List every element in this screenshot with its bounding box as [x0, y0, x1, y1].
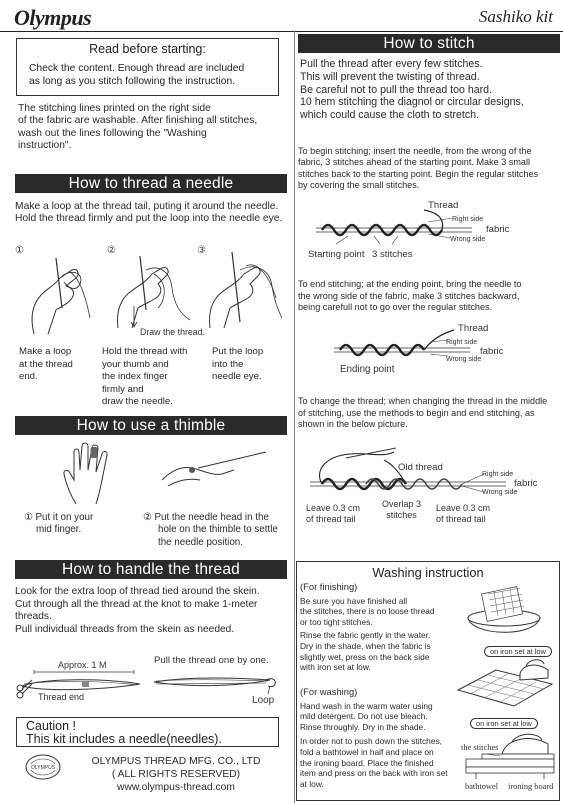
read-before-box: [16, 38, 279, 96]
washing-line: Hand wash in the warm water using: [300, 700, 433, 711]
step1-line: at the thread: [19, 358, 73, 370]
hand-eye-illustration: [200, 248, 285, 330]
fig1-fabric: fabric: [486, 224, 510, 235]
step3-line: Put the loop: [212, 346, 264, 357]
read-before-title: Read before starting:: [89, 42, 206, 56]
begin-stitching: [298, 146, 561, 191]
thimble-step1-line: mid finger.: [36, 524, 82, 536]
step-marker-1: ①: [15, 245, 24, 256]
ironing-cloth-illustration: [456, 656, 556, 708]
washing-line: fold a bathtowel in half and place on: [300, 746, 434, 757]
washing-line: In order not to push down the stitches,: [300, 736, 442, 747]
thimble-heading: How to use a thimble: [15, 416, 287, 435]
bathtowel-label: bathtowel: [465, 782, 499, 791]
washing-line: item and press on the back with iron set: [300, 768, 448, 779]
step-marker-2: ②: [107, 245, 116, 256]
overlap-line: stitches: [386, 509, 417, 520]
column-divider: [294, 31, 295, 803]
company-name: OLYMPUS THREAD MFG. CO., LTD: [91, 756, 261, 767]
fig3-old-thread: Old thread: [398, 462, 443, 473]
washing-line: the ironing board. Place the finished: [300, 757, 434, 768]
stitch-intro-line: Be careful not to pull the thread too hard.: [300, 83, 492, 96]
read-before-line-2: as long as you stitch following the instruction.: [29, 76, 236, 87]
fig2-fabric: fabric: [480, 346, 504, 357]
thread-intro-2: Hold the thread firmly and put the loop into the needle eye.: [15, 213, 283, 225]
wash-basin-illustration: [462, 584, 546, 642]
washable-line-1: The stitching lines printed on the right side: [18, 103, 211, 114]
washing-washing: [300, 687, 460, 789]
washable-line-4: instruction".: [18, 140, 72, 152]
step1-line: Make a loop: [19, 346, 72, 357]
hand-thimble-illustration: [62, 440, 122, 506]
end-stitching: [298, 279, 561, 314]
handle-p2b: threads.: [15, 611, 52, 623]
finishing-line: Dry in the shade, when the fabric is: [300, 640, 431, 651]
end-line: To end stitching; at the ending point, bring the needle to: [298, 279, 522, 289]
stitch-intro-line: which could cause the cloth to stretch.: [300, 109, 480, 122]
iron-low-label-2: on iron set at low: [470, 718, 538, 729]
end-line: the wrong side of the fabric, make 3 stitches backward,: [298, 290, 520, 301]
company-rights: ( ALL RIGHTS RESERVED): [111, 768, 241, 780]
washable-line-2: of the fabric are washable. After finishing all stitches,: [18, 115, 258, 127]
step2-line: draw the needle.: [102, 396, 173, 408]
fig2-thread-label: Thread: [458, 323, 489, 334]
olympus-seal-logo: [24, 753, 62, 781]
loop-label: Loop: [252, 695, 275, 706]
fig2-right-side: Right side: [446, 339, 478, 346]
leave-left-line: of thread tail: [306, 513, 356, 524]
thread-step-2: [102, 346, 187, 409]
change-line: of stitching, use the methods to begin and end stitching, as: [298, 407, 535, 418]
fig1-stitches: 3 stitches: [372, 249, 413, 260]
thimble-step2-line: the needle position.: [158, 536, 243, 548]
how-to-stitch-heading: How to stitch: [298, 34, 560, 53]
read-before-line-1: Check the content. Enough thread are included: [29, 63, 245, 74]
finishing-line: slightly wet, press on the back side: [300, 651, 430, 662]
iron-low-label-1: on iron set at low: [484, 646, 552, 657]
finishing-line: Rinse the fabric gently in the water.: [300, 630, 431, 641]
washable-line-3: wash out the lines following the "Washing: [18, 127, 207, 139]
pull-caption: Pull the thread one by one.: [154, 655, 269, 666]
header-divider: [0, 31, 563, 32]
caution-text: This kit includes a needle(needles).: [26, 732, 222, 746]
step2-line: Hold the thread with: [102, 346, 188, 357]
step2-line: your thumb and: [102, 358, 169, 370]
washing-finishing: [300, 582, 460, 673]
step3-line: into the: [212, 358, 244, 370]
stitch-intro-line: 10 hem stitching the diagnol or circular designs,: [300, 96, 524, 109]
thimble-icon: [91, 447, 98, 458]
fig3-overlap: [382, 499, 421, 520]
washing-label: (For washing): [300, 686, 358, 697]
end-line: being carefull not to go over the regular stitches.: [298, 302, 493, 312]
finishing-line: with iron set at low.: [300, 662, 371, 673]
washing-line: at low.: [300, 778, 324, 789]
handle-p3: Pull individual threads from the skein as needed.: [15, 623, 235, 635]
handle-thread-heading: How to handle the thread: [15, 560, 287, 579]
thread-intro-1: Make a loop at the thread tail, puting it around the needle.: [15, 201, 279, 212]
leave-right-line: Leave 0.3 cm: [436, 503, 491, 513]
stitch-intro: [300, 58, 560, 122]
finishing-line: or too tight stitches.: [300, 616, 373, 627]
change-thread: [298, 396, 561, 431]
hand-draw-illustration: [110, 248, 195, 330]
fig1-wrong-side: Wrong side: [450, 236, 486, 243]
fig3-fabric: fabric: [514, 478, 538, 489]
finishing-line: Be sure you have finished all: [300, 595, 408, 606]
the-stitches-label: the stitches: [461, 743, 499, 752]
begin-line: To begin stitching; insert the needle, from the wrong of the: [298, 146, 532, 156]
fig2-wrong-side: Wrong side: [446, 356, 482, 363]
change-line: shown in the below picture.: [298, 419, 408, 429]
company-url: www.olympus-thread.com: [117, 781, 235, 793]
step1-line: end.: [19, 371, 38, 383]
seal-text: OLYMPUS: [30, 765, 56, 771]
thread-needle-intro: [15, 201, 293, 226]
thimble-step2-line: hole on the thimble to settle: [158, 524, 278, 536]
caution-title: Caution !: [26, 719, 77, 733]
thimble-step-1: [24, 512, 93, 537]
begin-line: fabric, 3 stitches ahead of the starting point. Make 3 small: [298, 157, 531, 168]
company-info: [76, 756, 276, 794]
fig3-leave-right: [436, 503, 490, 524]
ironing-board-label: ironing board: [508, 782, 554, 791]
needle-thimble-illustration: [158, 446, 268, 490]
handle-p2a: Cut through all the thread at the knot to make 1-meter: [15, 598, 258, 610]
thread-needle-heading: How to thread a needle: [15, 174, 287, 193]
brand-logo: Olympus: [14, 5, 92, 30]
fig3-leave-left: [306, 503, 360, 524]
fig2-ending-point: Ending point: [340, 364, 395, 375]
stitch-intro-line: Pull the thread after every few stitches.: [300, 58, 483, 70]
step-marker-3: ③: [197, 245, 206, 256]
approx-label: Approx. 1 M: [58, 660, 107, 670]
kit-name: Sashiko kit: [478, 7, 553, 26]
hand-loop-illustration: [20, 248, 100, 336]
overlap-line: Overlap 3: [382, 499, 422, 509]
leave-right-line: of thread tail: [436, 513, 486, 524]
leave-left-line: Leave 0.3 cm: [306, 503, 361, 513]
fig1-thread-label: Thread: [428, 200, 459, 211]
washable-note: [18, 103, 290, 153]
stitch-end-diagram: [330, 326, 480, 362]
stitch-intro-line: This will prevent the twisting of thread.: [300, 70, 480, 83]
fig3-right-side: Right side: [482, 471, 514, 478]
handle-p1: Look for the extra loop of thread tied around the skein.: [15, 586, 260, 597]
fig1-right-side: Right side: [452, 216, 484, 223]
begin-line: stitches back to the starting point. Begin the regular stitches: [298, 168, 539, 179]
thread-step-3: [212, 346, 263, 384]
caution-box: [16, 717, 279, 747]
thread-end-label: Thread end: [38, 692, 85, 702]
finishing-line: the stitches, there is no loose thread: [300, 606, 435, 617]
ironing-board-illustration: [462, 730, 558, 780]
thimble-step1-line: ① Put it on your: [24, 512, 94, 523]
step2-line: firmly and: [102, 383, 144, 395]
draw-thread-caption: Draw the thread.: [140, 327, 206, 337]
step2-line: the index finger: [102, 371, 168, 383]
change-line: To change the thread; when changing the thread in the middle: [298, 396, 548, 406]
thimble-step2-line: ② Put the needle head in the: [143, 512, 269, 523]
finishing-label: (For finishing): [300, 581, 358, 592]
step3-line: needle eye.: [212, 371, 262, 383]
fig3-wrong-side: Wrong side: [482, 489, 518, 496]
handle-thread-text: [15, 586, 293, 636]
washing-line: Rinse throughly. Dry in the shade.: [300, 721, 426, 732]
begin-line: by covering the small stitches.: [298, 179, 420, 190]
thimble-step-2: [143, 512, 278, 549]
washing-line: mild detergent. Do not use bleach.: [300, 711, 428, 722]
stitch-begin-diagram: [312, 208, 484, 246]
washing-heading: Washing instruction: [372, 565, 484, 580]
fig1-starting-point: Starting point: [308, 249, 365, 260]
thread-step-1: [19, 346, 73, 384]
stitch-change-diagram: [306, 446, 516, 498]
